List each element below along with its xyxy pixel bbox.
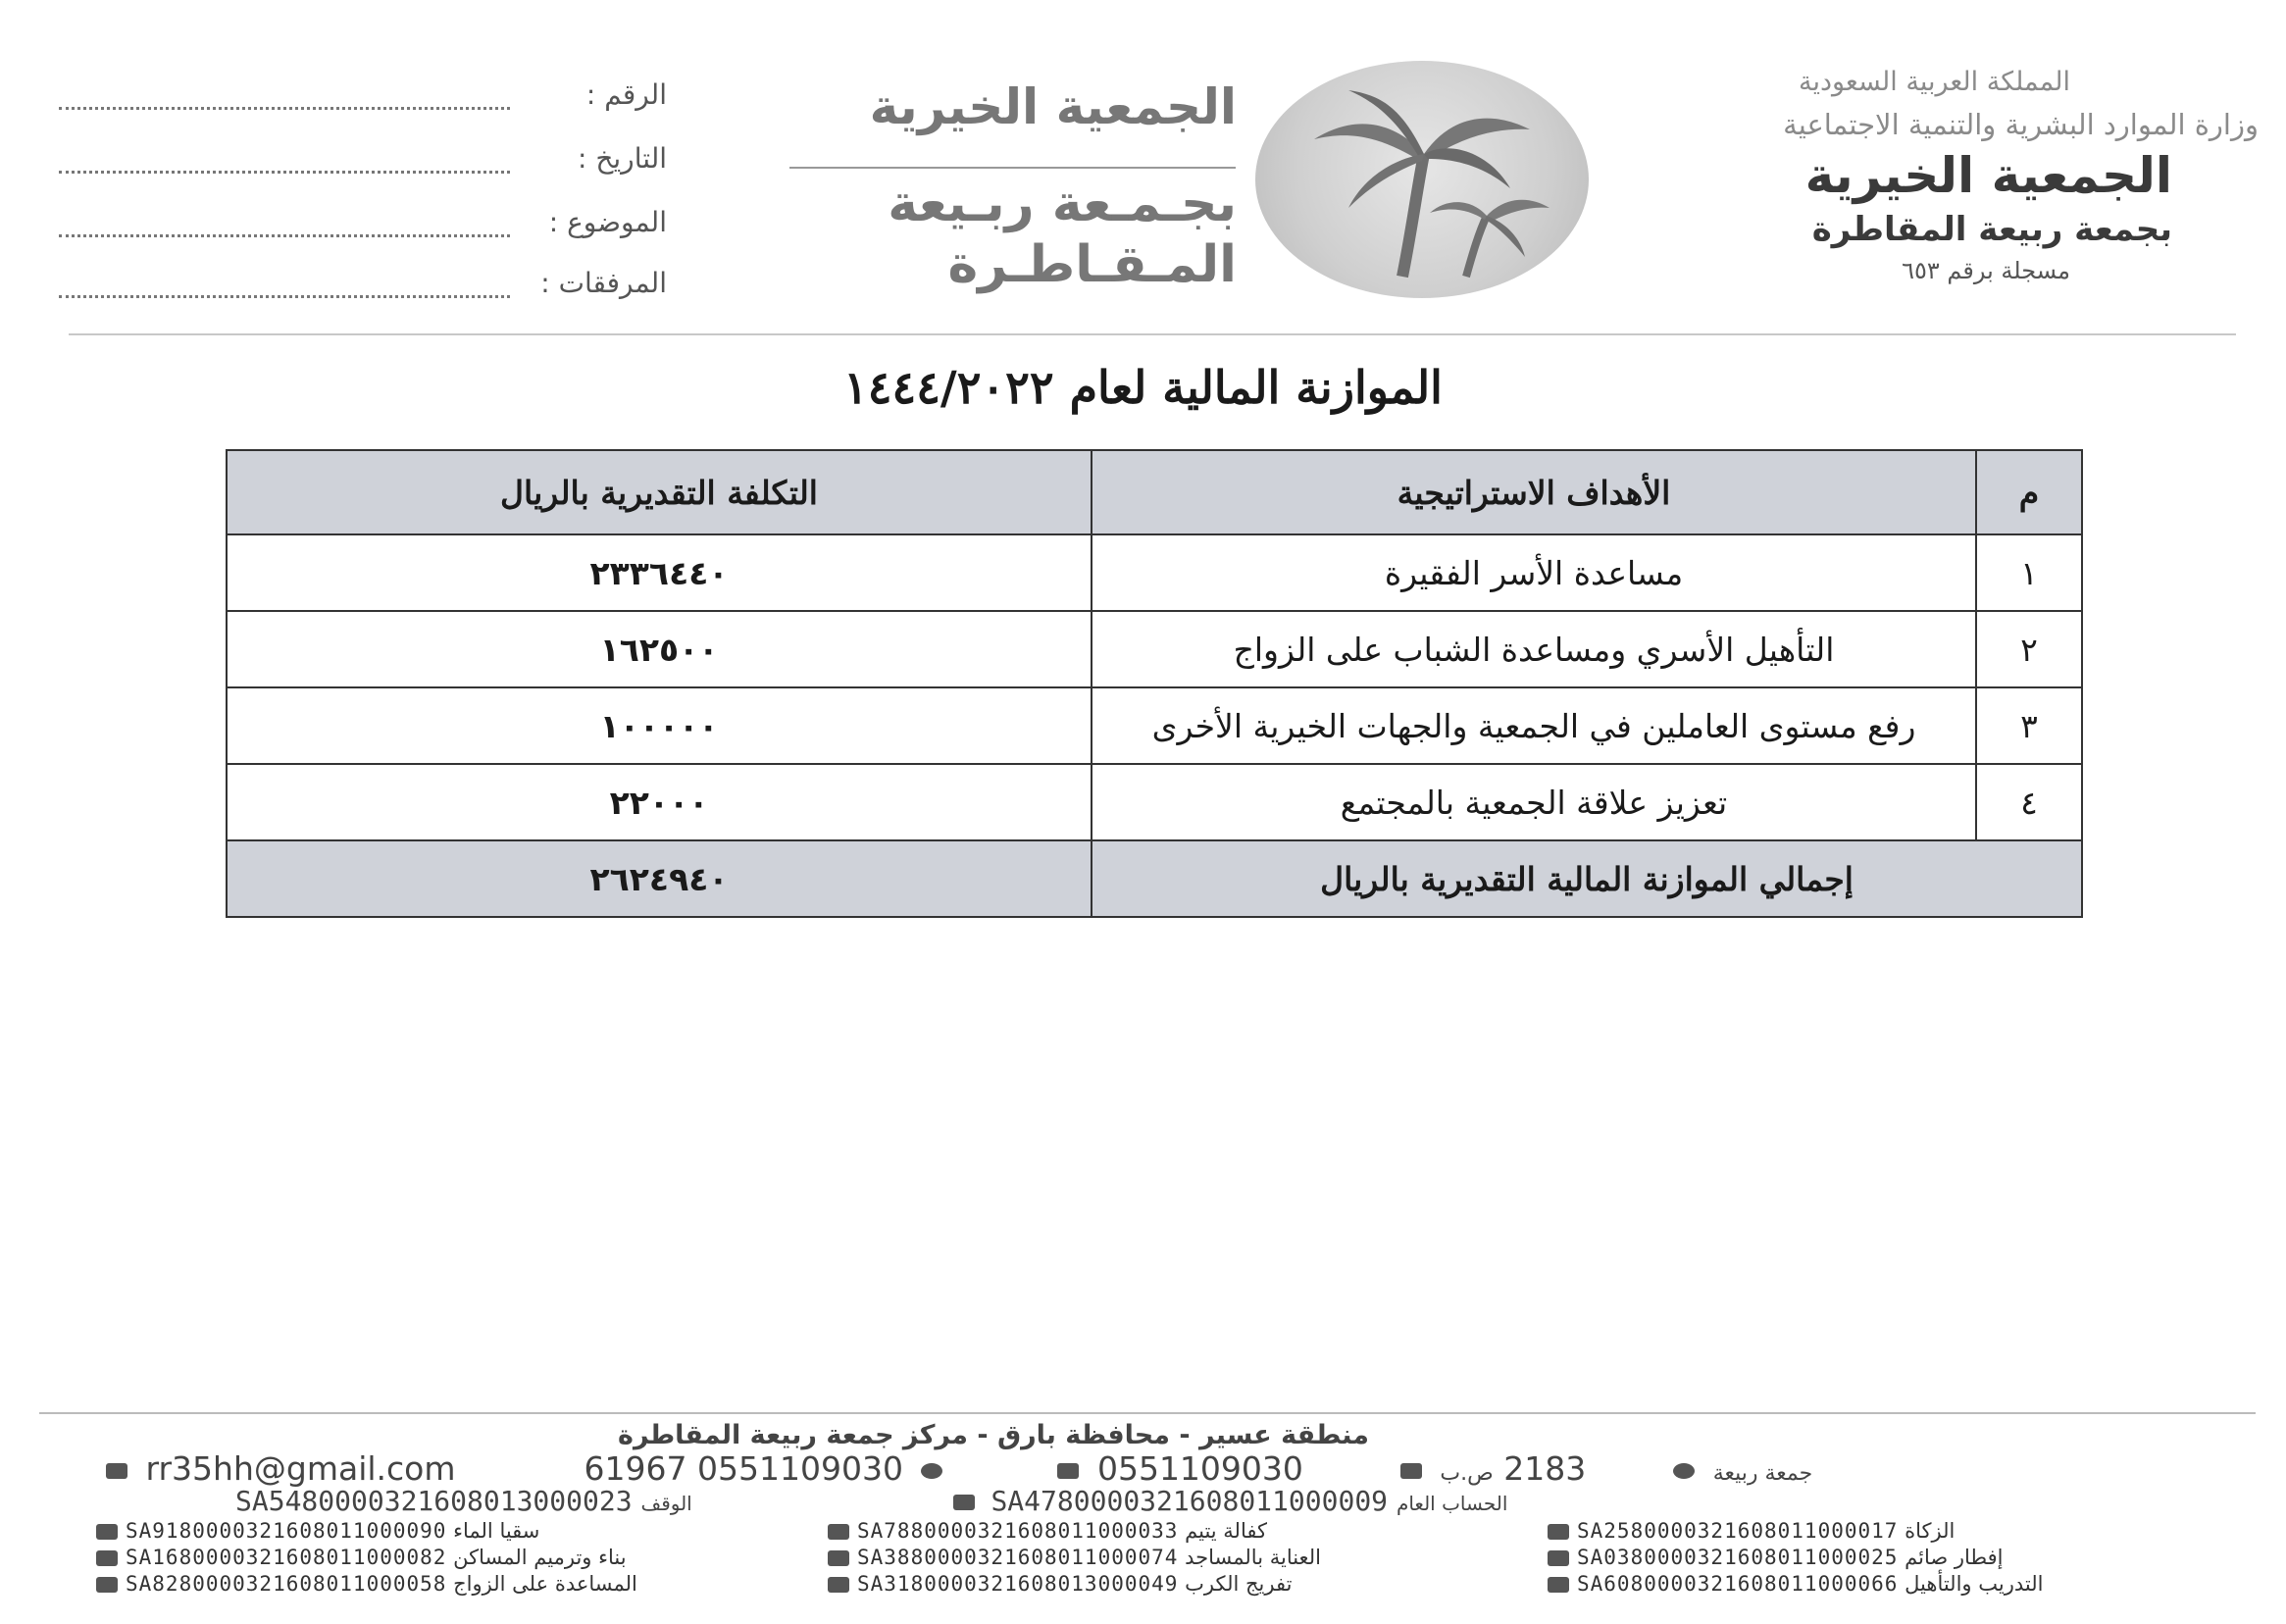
- field-subject-label: الموضوع :: [548, 206, 667, 238]
- account-iban: SA6080000321608011000066: [1577, 1572, 1899, 1596]
- row-goal: رفع مستوى العاملين في الجمعية والجهات الخيرية الأخرى: [1092, 687, 1976, 764]
- logo-line-1: الجمعية الخيرية: [869, 78, 1237, 135]
- waqf-label: الوقف: [640, 1492, 692, 1515]
- bank-icon: [828, 1524, 849, 1540]
- palm-tree-icon: [1255, 61, 1589, 298]
- header-goal: الأهداف الاستراتيجية: [1092, 450, 1976, 534]
- table-row: [227, 764, 2082, 840]
- table-row: [227, 534, 2082, 611]
- bank-icon: [828, 1577, 849, 1593]
- waqf-iban: SA5480000321608013000023: [235, 1485, 633, 1517]
- account-label: المساعدة على الزواج: [453, 1572, 637, 1596]
- palm-logo: [1255, 61, 1589, 298]
- field-attachments[interactable]: [59, 267, 667, 306]
- field-attachments-label: المرفقات :: [540, 267, 667, 299]
- account-column-right: [1540, 1518, 2043, 1598]
- general-account-label: الحساب العام: [1396, 1492, 1508, 1515]
- account-iban: SA3180000321608013000049: [857, 1572, 1179, 1596]
- row-num: ١: [1976, 534, 2082, 611]
- phone-icon: [1057, 1463, 1079, 1479]
- po-box-icon: [1400, 1463, 1422, 1479]
- field-subject-line: [59, 234, 510, 237]
- account-entry: [1540, 1571, 2043, 1598]
- row-goal: تعزيز علاقة الجمعية بالمجتمع: [1092, 764, 1976, 840]
- row-cost: ١٦٢٥٠٠: [227, 611, 1092, 687]
- footer-postal: 61967: [584, 1449, 687, 1488]
- registration-number: مسجلة برقم ٦٥٣: [1902, 257, 2070, 284]
- account-label: بناء وترميم المساكن: [453, 1546, 627, 1569]
- table-row: [227, 687, 2082, 764]
- row-num: ٤: [1976, 764, 2082, 840]
- country-name: المملكة العربية السعودية: [1798, 67, 2070, 97]
- budget-table: [226, 449, 2083, 918]
- org-name: الجمعية الخيرية: [1804, 147, 2172, 204]
- field-number[interactable]: [59, 78, 667, 118]
- account-entry: [820, 1571, 1321, 1598]
- bank-icon: [1548, 1550, 1569, 1566]
- org-place: بجمعة ربيعة المقاطرة: [1811, 210, 2172, 249]
- bank-icon: [828, 1550, 849, 1566]
- header-divider: [69, 333, 2236, 335]
- footer-po-box-label: ص.ب: [1440, 1461, 1494, 1486]
- row-cost: ٢٣٣٦٤٤٠: [227, 534, 1092, 611]
- row-cost: ١٠٠٠٠٠: [227, 687, 1092, 764]
- table-total-row: [227, 840, 2082, 917]
- logo-line-2: بجـمـعة ربـيعة: [888, 175, 1237, 233]
- footer-phone-2[interactable]: 0551109030: [696, 1449, 903, 1488]
- total-label: إجمالي الموازنة المالية التقديرية بالريال: [1092, 840, 2082, 917]
- account-entry: [820, 1518, 1321, 1545]
- bank-icon: [96, 1577, 118, 1593]
- account-label: الزكاة: [1905, 1519, 1956, 1543]
- footer-contact-row: [98, 1449, 2187, 1488]
- field-attachments-line: [59, 295, 510, 298]
- bank-icon: [96, 1524, 118, 1540]
- table-header-row: [227, 450, 2082, 534]
- account-entry: [820, 1545, 1321, 1571]
- footer-po-box: 2183: [1503, 1449, 1587, 1488]
- account-iban: SA7880000321608011000033: [857, 1519, 1179, 1543]
- mailbox-icon: [1673, 1463, 1695, 1479]
- row-goal: مساعدة الأسر الفقيرة: [1092, 534, 1976, 611]
- field-date-line: [59, 171, 510, 174]
- footer-divider: [39, 1412, 2256, 1414]
- footer-postal-label: جمعة ربيعة: [1712, 1461, 1813, 1486]
- field-subject[interactable]: [59, 206, 667, 245]
- account-label: كفالة يتيم: [1185, 1519, 1267, 1543]
- header-num: م: [1976, 450, 2082, 534]
- field-date[interactable]: [59, 142, 667, 181]
- logo-line-3: المـقـاطـرة: [947, 235, 1237, 294]
- bank-icon: [1548, 1524, 1569, 1540]
- account-label: سقيا الماء: [453, 1519, 540, 1543]
- account-iban: SA0380000321608011000025: [1577, 1546, 1899, 1569]
- footer-phone-1[interactable]: 0551109030: [1096, 1449, 1303, 1488]
- header-cost: التكلفة التقديرية بالريال: [227, 450, 1092, 534]
- account-iban: SA9180000321608011000090: [126, 1519, 447, 1543]
- total-cost: ٢٦٢٤٩٤٠: [227, 840, 1092, 917]
- whatsapp-icon: [921, 1463, 942, 1479]
- mail-icon: [106, 1463, 127, 1479]
- account-entry: [1540, 1545, 2043, 1571]
- field-number-label: الرقم :: [585, 78, 667, 111]
- account-label: العناية بالمساجد: [1185, 1546, 1321, 1569]
- footer-email[interactable]: rr35hh@gmail.com: [145, 1449, 456, 1488]
- row-num: ٢: [1976, 611, 2082, 687]
- account-iban: SA1680000321608011000082: [126, 1546, 447, 1569]
- account-entry: [88, 1545, 637, 1571]
- field-number-line: [59, 107, 510, 110]
- table-row: [227, 611, 2082, 687]
- row-goal: التأهيل الأسري ومساعدة الشباب على الزواج: [1092, 611, 1976, 687]
- account-column-left: [88, 1518, 637, 1598]
- row-num: ٣: [1976, 687, 2082, 764]
- footer-main-accounts-row: [235, 1485, 2148, 1517]
- logo-divider: [789, 167, 1236, 169]
- account-entry: [88, 1571, 637, 1598]
- general-account-iban: SA4780000321608011000009: [991, 1485, 1389, 1517]
- account-iban: SA3880000321608011000074: [857, 1546, 1179, 1569]
- account-entry: [1540, 1518, 2043, 1545]
- footer-address: منطقة عسير - محافظة بارق - مركز جمعة ربيعة المقاطرة: [618, 1420, 1369, 1450]
- bank-icon: [96, 1550, 118, 1566]
- page-title: الموازنة المالية لعام ١٤٤٤/٢٠٢٢: [843, 361, 1443, 414]
- account-column-middle: [820, 1518, 1321, 1598]
- account-label: تفريج الكرب: [1185, 1572, 1293, 1596]
- bank-icon: [1548, 1577, 1569, 1593]
- account-label: التدريب والتأهيل: [1905, 1572, 2044, 1596]
- ministry-name: وزارة الموارد البشرية والتنمية الاجتماعية: [1783, 108, 2259, 141]
- bank-icon: [953, 1495, 975, 1510]
- field-date-label: التاريخ :: [577, 142, 667, 175]
- account-iban: SA8280000321608011000058: [126, 1572, 447, 1596]
- account-entry: [88, 1518, 637, 1545]
- account-label: إفطار صائم: [1905, 1546, 2004, 1569]
- row-cost: ٢٢٠٠٠: [227, 764, 1092, 840]
- account-iban: SA2580000321608011000017: [1577, 1519, 1899, 1543]
